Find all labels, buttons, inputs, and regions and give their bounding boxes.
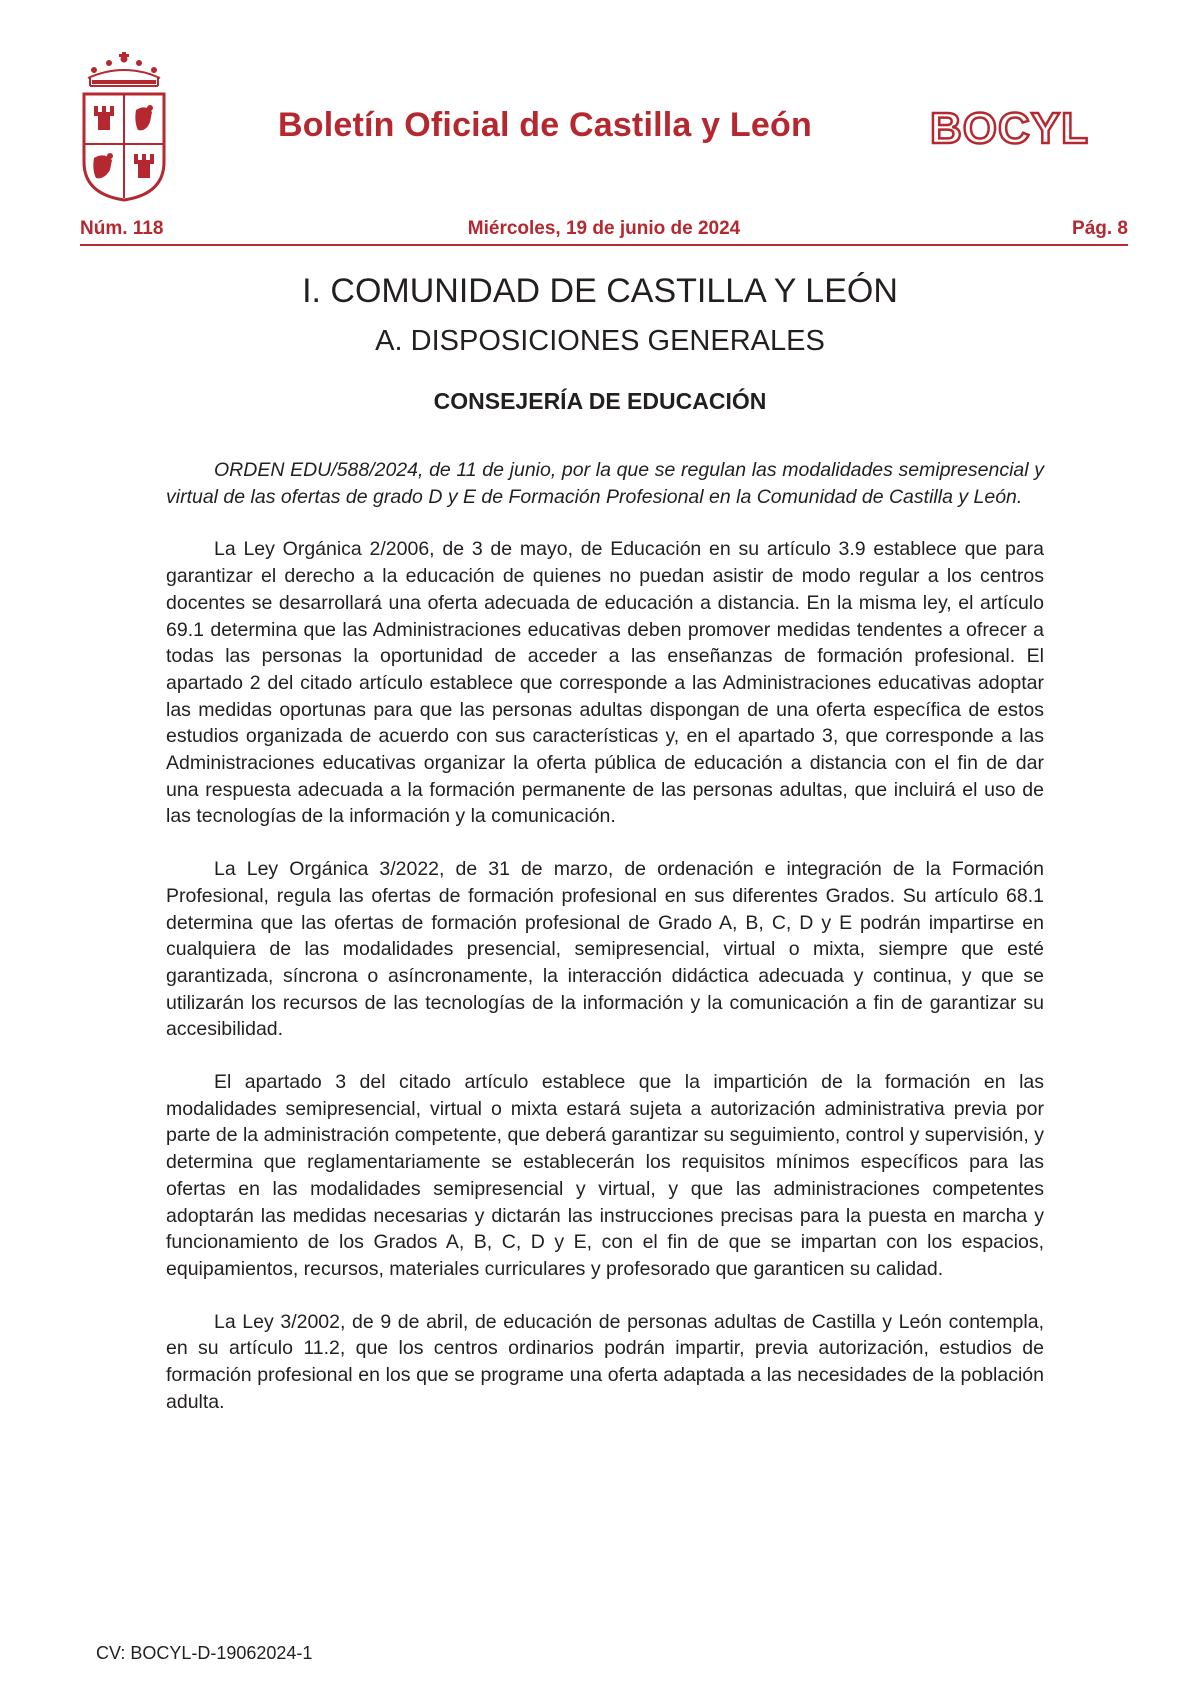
page-number: Pág. 8	[1072, 218, 1128, 239]
section-level2-heading: A. DISPOSICIONES GENERALES	[375, 325, 825, 357]
castilla-leon-coat-of-arms-icon	[80, 52, 168, 202]
section-level1-heading: I. COMUNIDAD DE CASTILLA Y LEÓN	[302, 272, 898, 310]
body-paragraph: La Ley Orgánica 2/2006, de 3 de mayo, de Educación en su artículo 3.9 establece que para garantizar el derecho a la educación de quienes no puedan asistir de modo regular a los centros docentes se desarrollará una oferta adecuada de educación a distancia. En la misma ley, el artículo 69.1 determina que las Administraciones educativas deben promover medidas tendentes a ofrecer a todas las personas la oportunidad de acceder a las enseñanzas de formación profesional. El apartado 2 del citado artículo establece que corresponde a las Administraciones educativas adoptar las medidas oportunas para que las personas adultas dispongan de una oferta específica de estos estudios organizada de acuerdo con sus características y, en el apartado 3, que corresponde a las Administraciones educativas organizar la oferta pública de educación a distancia con el fin de dar una respuesta adecuada a la formación permanente de las personas adultas, que incluirá el uso de las tecnologías de la información y la comunicación.	[166, 538, 1044, 828]
issue-date: Miércoles, 19 de junio de 2024	[467, 218, 741, 239]
issue-header-bar	[80, 216, 1128, 246]
document-body	[166, 457, 1044, 1442]
bocyl-logo-text: BOCYL	[930, 104, 1089, 149]
cv-verification-code: CV: BOCYL-D-19062024-1	[96, 1643, 313, 1663]
issue-number: Núm. 118	[80, 218, 164, 239]
body-paragraph: La Ley 3/2002, de 9 de abril, de educación de personas adultas de Castilla y León contempla, en su artículo 11.2, que los centros ordinarios podrán impartir, previa autorización, estudios de formación profesional en los que se programe una oferta adaptada a las necesidades de la población adulta.	[166, 1310, 1044, 1413]
journal-title: Boletín Oficial de Castilla y León	[278, 106, 812, 144]
bocyl-logo	[930, 103, 1130, 149]
department-heading: CONSEJERÍA DE EDUCACIÓN	[433, 388, 767, 414]
order-title: ORDEN EDU/588/2024, de 11 de junio, por la que se regulan las modalidades semipresencial y virtual de las ofertas de grado D y E de Formación Profesional en la Comunidad de Castilla y León.	[166, 459, 1044, 508]
body-paragraph: La Ley Orgánica 3/2022, de 31 de marzo, de ordenación e integración de la Formación Profesional, regula las ofertas de formación profesional en sus diferentes Grados. Su artículo 68.1 determina que las ofertas de formación profesional de Grado A, B, C, D y E podrán impartirse en cualquiera de las modalidades presencial, semipresencial, virtual o mixta, siempre que esté garantizada, síncrona o asíncronamente, la interacción didáctica adecuada y continua, y que se utilizarán los recursos de las tecnologías de la información y la comunicación a fin de garantizar su accesibilidad.	[166, 858, 1044, 1041]
body-paragraph: El apartado 3 del citado artículo establece que la impartición de la formación en las modalidades semipresencial, virtual o mixta estará sujeta a autorización administrativa previa por parte de la administración competente, que deberá garantizar su seguimiento, control y supervisión, y determina que reglamentariamente se establecerán los requisitos mínimos específicos para las ofertas en las modalidades semipresencial y virtual, y que las administraciones competentes adoptarán las medidas necesarias y dictarán las instrucciones precisas para la puesta en marcha y funcionamiento de los Grados A, B, C, D y E, con el fin de que se impartan con los espacios, equipamientos, recursos, materiales curriculares y profesorado que garanticen su calidad.	[166, 1071, 1044, 1280]
